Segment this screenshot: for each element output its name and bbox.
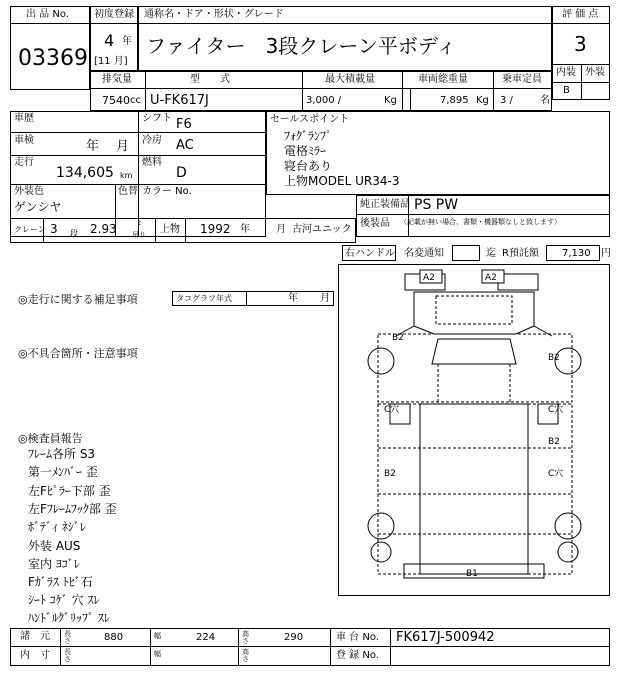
deposit-unit: 円 <box>601 248 611 259</box>
length-label: 長さ <box>64 630 71 645</box>
lot-no-label: 出 品 No. <box>26 9 69 20</box>
mileage-prefix: 迄 <box>486 248 496 259</box>
body-label: 上物 <box>160 224 180 235</box>
tacho-year-unit: 年 <box>288 293 298 304</box>
displacement-label: 排気量 <box>102 74 132 85</box>
gross-weight: 7,895 <box>440 95 469 106</box>
displacement: 7540 <box>102 94 130 107</box>
max-load-unit: Kg <box>384 95 397 106</box>
mark-b2-mid-right: B2 <box>548 437 560 447</box>
handle: 右ハンドル <box>345 248 395 259</box>
rear-wheel-left-1 <box>368 513 394 539</box>
first-reg-year: 4 <box>104 31 115 50</box>
equipment-label: 純正装備品 <box>360 199 410 210</box>
crane-label: クレーン <box>14 225 46 234</box>
interior-dims-label: 内 寸 <box>20 650 50 661</box>
mileage-label: 走行 <box>14 157 34 168</box>
mark-b2-cab-right: B2 <box>548 353 560 363</box>
aftermarket-note: （記載が無い場合、書類・機器類なしと致します） <box>400 218 561 226</box>
mileage-unit: km <box>120 171 133 180</box>
model-code: U-FK617J <box>150 93 209 108</box>
max-load: 3,000 / <box>306 95 342 106</box>
mark-c-right: C穴 <box>548 405 564 415</box>
mark-a2-left: A2 <box>423 273 435 283</box>
capacity-label: 乗車定員 <box>502 74 542 85</box>
sales-point-2: 電格ﾐﾗｰ <box>284 144 327 158</box>
capacity-unit: 名 <box>540 95 550 106</box>
inspection-label: 車検 <box>14 135 34 146</box>
deposit-label: R預託額 <box>502 248 539 259</box>
crane-capacity-unit-top: t <box>138 219 141 227</box>
fuel-label: 燃料 <box>142 157 162 168</box>
color-no-label: カラー No. <box>142 186 192 197</box>
exterior-label: 外装 <box>585 67 605 78</box>
fuel: D <box>176 165 187 181</box>
inspector-item-5: ﾎﾞﾃﾞｨ ﾈｼﾞﾚ <box>28 520 86 534</box>
score: 3 <box>574 32 587 56</box>
sales-point-3: 寝台あり <box>284 159 333 173</box>
body-year-unit: 年 <box>240 224 250 235</box>
driving-remarks-title: ◎走行に関する補足事項 <box>18 293 138 306</box>
chassis-label: 車 台 No. <box>336 632 379 643</box>
inspector-item-10: ﾊﾝﾄﾞﾙｸﾞﾘｯﾌﾟ ｽﾚ <box>28 611 110 625</box>
front-wheel-left <box>368 348 394 374</box>
tacho-month-unit: 月 <box>320 293 330 304</box>
inspector-item-6: 外装 AUS <box>28 539 81 553</box>
name-change-label: 名変通知 <box>404 248 444 259</box>
width-label: 幅 <box>154 632 161 640</box>
truck-outline <box>368 274 581 578</box>
sales-point-4: 上物MODEL UR34-3 <box>284 174 400 188</box>
gross-weight-label: 車両総重量 <box>418 74 468 85</box>
gross-weight-unit: Kg <box>476 95 489 106</box>
in-length-label: 長さ <box>64 648 71 663</box>
tacho-label: タコグラフ年式 <box>176 294 232 303</box>
body-maker: 古河ユニック <box>292 224 352 235</box>
color-code-label: 色替 <box>118 186 138 197</box>
sales-points-label: セールスポイント <box>270 114 350 125</box>
length: 880 <box>104 632 124 643</box>
mileage: 134,605 <box>56 165 114 181</box>
deposit: 7,130 <box>562 248 591 259</box>
model-name-label: 通称名・ドア・形状・グレード <box>144 9 284 20</box>
mark-c-mid-right: C穴 <box>548 469 564 479</box>
dims-label: 諸 元 <box>20 631 50 642</box>
interior-label: 内装 <box>556 67 576 78</box>
name-change-box <box>452 245 480 261</box>
height: 290 <box>284 632 304 643</box>
footer-table <box>10 628 610 666</box>
in-height-label: 高さ <box>242 648 249 663</box>
body-year: 1992 <box>200 222 231 236</box>
lot-no: 03369 <box>18 46 88 71</box>
inspector-item-2: 第一ﾒﾝﾊﾞｰ 歪 <box>28 465 98 479</box>
ac-label: 冷房 <box>142 135 162 146</box>
height-label: 高さ <box>242 630 249 645</box>
damage-marks <box>384 270 563 579</box>
capacity: 3 / <box>500 95 513 106</box>
ac: AC <box>176 138 194 153</box>
crane-stages-unit: 段 <box>70 229 78 238</box>
crane-capacity-unit-bottom: 吊り <box>132 231 146 239</box>
first-reg-month: [11 月] <box>94 56 128 67</box>
inspector-item-7: 室内 ﾖｺﾞﾚ <box>28 557 80 571</box>
sales-point-1: ﾌｫｸﾞﾗﾝﾌﾟ <box>284 129 333 143</box>
chassis: FK617J-500942 <box>396 630 495 645</box>
displacement-unit: cc <box>130 95 141 106</box>
rear-wheel-right-2 <box>558 542 578 562</box>
inspection-month-unit: 月 <box>116 139 130 154</box>
reg-label: 登 録 No. <box>336 650 379 661</box>
history-label: 車歴 <box>14 113 34 124</box>
mark-b1-rear: B1 <box>466 569 478 579</box>
width: 224 <box>196 632 216 643</box>
color-label: 外装色 <box>14 186 44 197</box>
rear-wheel-left-2 <box>371 542 391 562</box>
crane-capacity: 2.93 <box>90 222 117 236</box>
model-code-label: 型 式 <box>190 74 230 85</box>
inspection-year-unit: 年 <box>86 139 100 154</box>
rear-wheel-right-1 <box>555 513 581 539</box>
inspector-item-3: 左Fﾋﾟﾗｰ下部 歪 <box>28 484 111 498</box>
inspector-item-1: ﾌﾚｰﾑ各所 S3 <box>28 447 96 461</box>
inspector-item-9: ｼｰﾄ ｺｹﾞ 穴 ｽﾚ <box>28 593 100 607</box>
shift-label: シフト <box>142 113 172 124</box>
mark-a2-right: A2 <box>485 273 497 283</box>
truck-damage-diagram <box>338 264 610 596</box>
max-load-label: 最大積載量 <box>325 74 375 85</box>
first-reg-label: 初度登録 <box>94 9 134 20</box>
first-reg-year-unit: 年 <box>122 36 132 47</box>
color: ゲンシヤ <box>14 200 62 214</box>
equipment-value: PS PW <box>414 197 459 213</box>
inspector-title: ◎検査員報告 <box>18 432 83 445</box>
crane-stages: 3 <box>50 222 58 236</box>
mark-b2-mid-left: B2 <box>384 469 396 479</box>
body-month-unit: 月 <box>276 224 286 235</box>
in-width-label: 幅 <box>154 650 161 658</box>
model-name: ファイター 3段クレーン平ボディ <box>146 34 457 58</box>
defects-title: ◎不具合箇所・注意事項 <box>18 347 138 360</box>
score-label: 評 価 点 <box>562 9 599 20</box>
shift: F6 <box>176 117 192 132</box>
aftermarket-label: 後装品 <box>360 218 390 229</box>
inspector-item-8: Fｶﾞﾗｽ ﾄﾋﾞ石 <box>28 575 93 589</box>
interior-grade: B <box>563 85 570 96</box>
mark-c-left: C穴 <box>384 405 400 415</box>
mark-b2-cab-left: B2 <box>392 333 404 343</box>
inspector-item-4: 左Fﾌﾚｰﾑﾌｯｸ部 歪 <box>28 502 117 516</box>
